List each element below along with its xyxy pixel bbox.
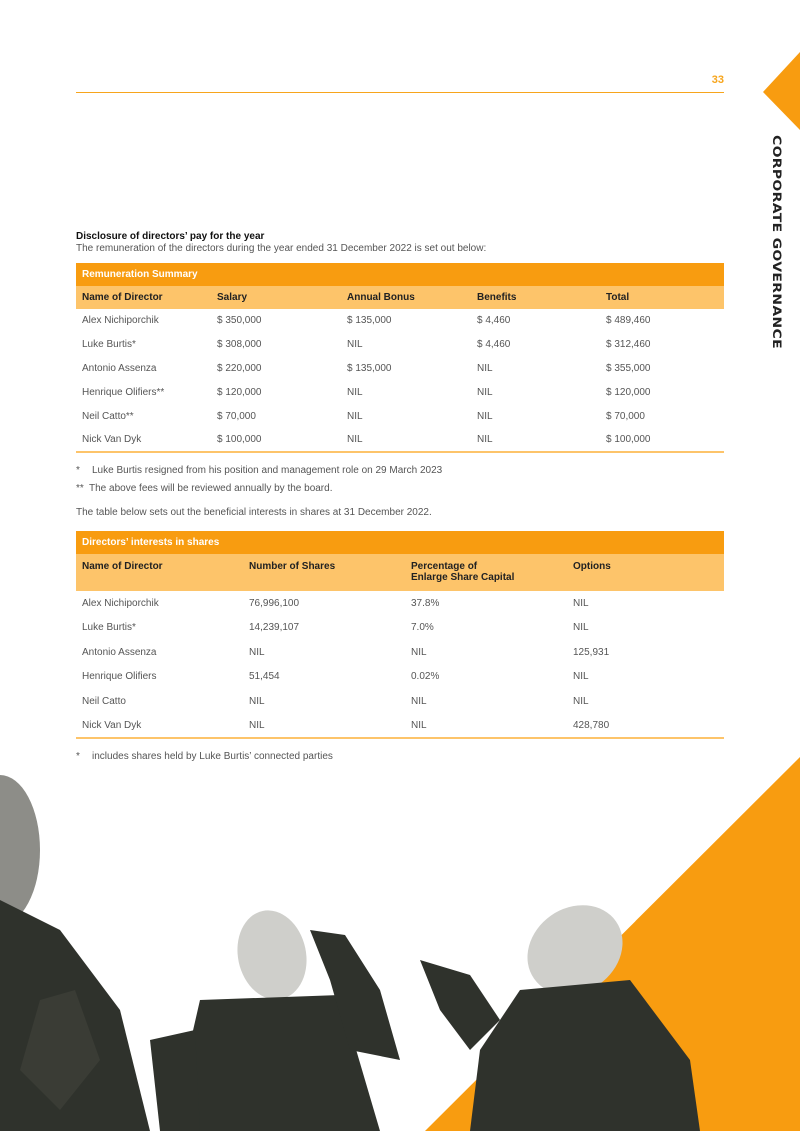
table-cell: $ 120,000 bbox=[606, 386, 651, 398]
section-label: CORPORATE GOVERNANCE bbox=[770, 135, 783, 349]
table-cell: Alex Nichiporchik bbox=[82, 597, 159, 609]
table-cell: Neil Catto bbox=[82, 695, 126, 707]
table-cell: 76,996,100 bbox=[249, 597, 300, 609]
section-heading: Disclosure of directors’ pay for the year bbox=[76, 231, 265, 242]
table-cell: NIL bbox=[243, 714, 405, 739]
table-cell: $ 4,460 bbox=[477, 339, 511, 351]
table-cell: $ 135,000 bbox=[347, 315, 392, 327]
table-cell: 7.0% bbox=[411, 622, 434, 634]
table-cell: Henrique Olifiers** bbox=[82, 386, 165, 398]
shares-table bbox=[76, 531, 724, 739]
table-cell: NIL bbox=[477, 362, 493, 374]
table-cell: $ 220,000 bbox=[217, 362, 262, 374]
table-row bbox=[76, 591, 724, 616]
table-cell: NIL bbox=[573, 671, 589, 683]
table-cell: Alex Nichiporchik bbox=[82, 315, 159, 327]
table-cell: 0.02% bbox=[411, 671, 440, 683]
table-cell: NIL bbox=[411, 695, 427, 707]
table-cell: Luke Burtis* bbox=[82, 339, 136, 351]
col-header: Number of Shares bbox=[243, 554, 405, 591]
col-header: Benefits bbox=[471, 286, 600, 309]
col-header: Annual Bonus bbox=[341, 286, 471, 309]
remuneration-table bbox=[76, 263, 724, 453]
table-row bbox=[76, 616, 724, 641]
col-header: Name of Director bbox=[76, 286, 211, 309]
table-row bbox=[76, 357, 724, 381]
table-cell: NIL bbox=[347, 410, 363, 422]
col-header: Name of Director bbox=[76, 554, 243, 591]
table-cell: NIL bbox=[477, 386, 493, 398]
table-cell: NIL bbox=[347, 339, 363, 351]
table-row bbox=[76, 309, 724, 333]
shares-footnote: * includes shares held by Luke Burtis’ connected parties bbox=[76, 751, 333, 762]
table-cell: 14,239,107 bbox=[249, 622, 300, 634]
table-cell: 428,780 bbox=[567, 714, 724, 739]
table-title: Directors’ interests in shares bbox=[76, 531, 724, 554]
col-header: Options bbox=[567, 554, 724, 591]
table-cell: Henrique Olifiers bbox=[82, 671, 157, 683]
col-header: Percentage of Enlarge Share Capital bbox=[405, 554, 567, 591]
table-cell: NIL bbox=[573, 597, 589, 609]
table-cell: NIL bbox=[249, 695, 265, 707]
table-row bbox=[76, 689, 724, 714]
table-cell: 51,454 bbox=[249, 671, 280, 683]
table-cell: Antonio Assenza bbox=[82, 362, 157, 374]
table-cell: Neil Catto** bbox=[82, 410, 134, 422]
table-row bbox=[76, 404, 724, 428]
corner-triangle-top bbox=[763, 52, 800, 130]
table-row bbox=[76, 333, 724, 357]
table-cell: $ 70,000 bbox=[606, 410, 645, 422]
footnote-2: ** The above fees will be reviewed annually by the board. bbox=[76, 483, 333, 494]
table-cell: NIL bbox=[573, 695, 589, 707]
table-cell: Nick Van Dyk bbox=[76, 714, 243, 739]
page-number: 33 bbox=[711, 74, 724, 86]
table-cell: NIL bbox=[347, 386, 363, 398]
character-illustration bbox=[0, 775, 700, 1131]
table-cell: NIL bbox=[249, 646, 265, 658]
table-cell: NIL bbox=[477, 410, 493, 422]
table-cell: NIL bbox=[471, 428, 600, 452]
table-cell: $ 4,460 bbox=[477, 315, 511, 327]
table-cell: $ 355,000 bbox=[606, 362, 651, 374]
table-cell: $ 135,000 bbox=[347, 362, 392, 374]
col-header: Total bbox=[600, 286, 724, 309]
table-cell: $ 120,000 bbox=[217, 386, 262, 398]
table-row bbox=[76, 380, 724, 404]
table-row bbox=[76, 640, 724, 665]
table-cell: Nick Van Dyk bbox=[76, 428, 211, 452]
table-cell: $ 100,000 bbox=[600, 428, 724, 452]
table-cell: NIL bbox=[341, 428, 471, 452]
table-cell: $ 350,000 bbox=[217, 315, 262, 327]
intro-text: The remuneration of the directors during the year ended 31 December 2022 is set out below: bbox=[76, 243, 487, 254]
table-cell: Antonio Assenza bbox=[82, 646, 157, 658]
table-cell: Luke Burtis* bbox=[82, 622, 136, 634]
table-cell: NIL bbox=[411, 646, 427, 658]
table-row bbox=[76, 428, 724, 452]
table-cell: $ 312,460 bbox=[606, 339, 651, 351]
col-header: Salary bbox=[211, 286, 341, 309]
table-cell: NIL bbox=[405, 714, 567, 739]
table-cell: $ 308,000 bbox=[217, 339, 262, 351]
table-cell: 37.8% bbox=[411, 597, 440, 609]
header-rule bbox=[76, 92, 724, 93]
table-cell: $ 100,000 bbox=[211, 428, 341, 452]
table-title: Remuneration Summary bbox=[76, 263, 724, 286]
shares-intro: The table below sets out the beneficial interests in shares at 31 December 2022. bbox=[76, 507, 432, 518]
table-cell: $ 70,000 bbox=[217, 410, 256, 422]
footnote-1: * Luke Burtis resigned from his position and management role on 29 March 2023 bbox=[76, 465, 443, 476]
table-cell: $ 489,460 bbox=[606, 315, 651, 327]
table-row bbox=[76, 714, 724, 739]
table-cell: 125,931 bbox=[573, 646, 610, 658]
table-row bbox=[76, 665, 724, 690]
table-cell: NIL bbox=[573, 622, 589, 634]
